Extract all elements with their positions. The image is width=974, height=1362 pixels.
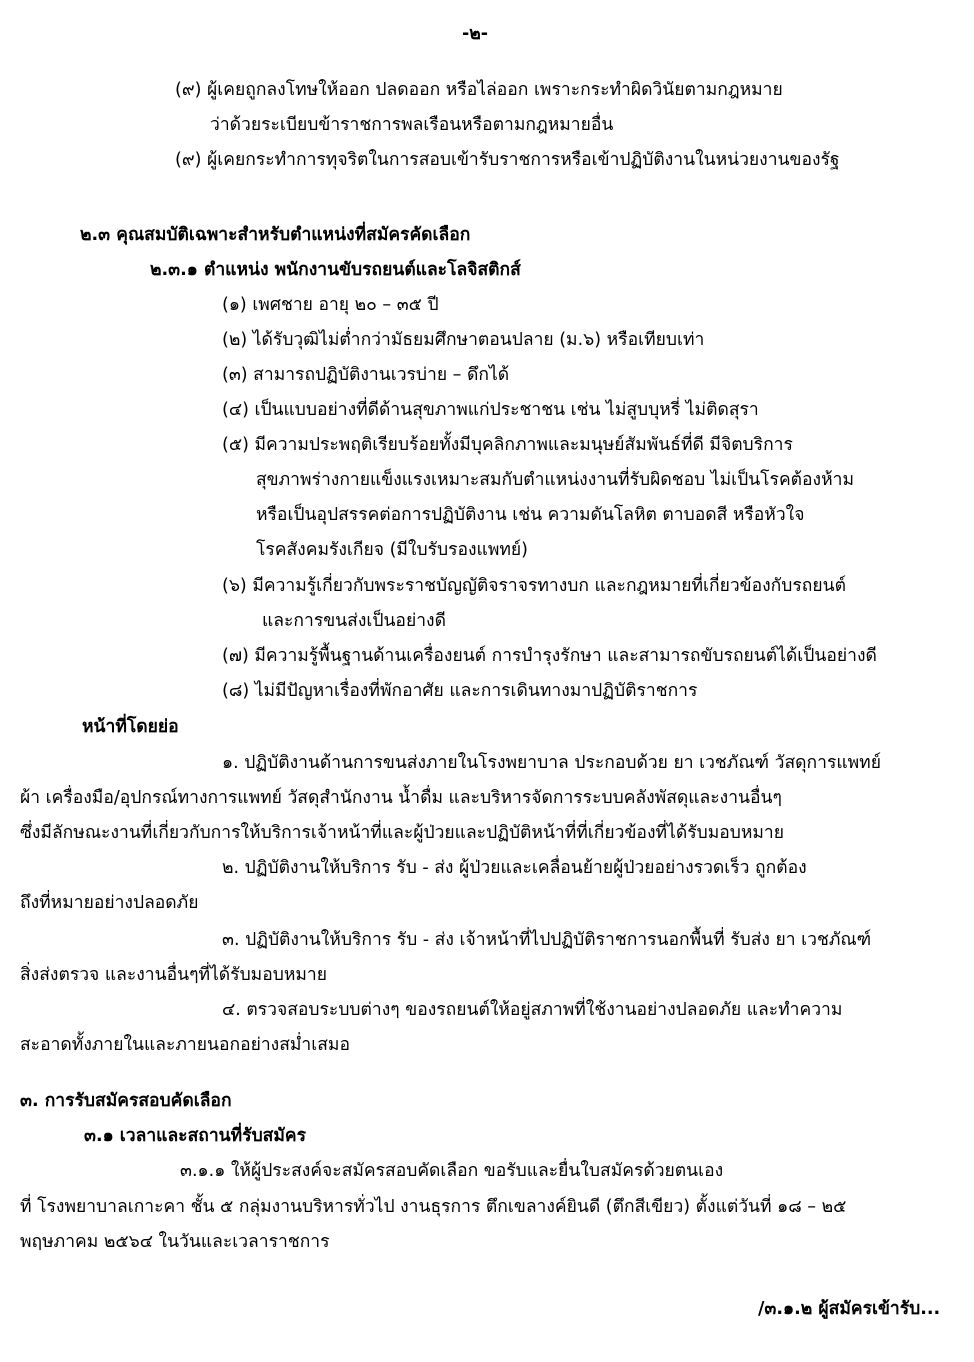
duty-item: ๔. ตรวจสอบระบบต่างๆ ของรถยนต์ให้อยู่สภาพที่ใช้งานอย่างปลอดภัย และทำความ	[222, 1000, 843, 1020]
qualification-item: (๔) เป็นแบบอย่างที่ดีด้านสุขภาพแก่ประชาชน เช่น ไม่สูบบุหรี่ ไม่ติดสุรา	[222, 400, 759, 420]
section-subheading: ๓.๑ เวลาและสถานที่รับสมัคร	[84, 1126, 307, 1146]
qualification-item: (๒) ได้รับวุฒิไม่ต่ำกว่ามัธยมศึกษาตอนปลาย (ม.๖) หรือเทียบเท่า	[222, 330, 705, 350]
paragraph-line: ที่ โรงพยาบาลเกาะคา ชั้น ๕ กลุ่มงานบริหารทั่วไป งานธุรการ ตึกเขลางค์ยินดี (ตึกสีเขียว) ตั้งแต่วันที่ ๑๘ – ๒๕	[20, 1197, 847, 1217]
prohibition-line: ว่าด้วยระเบียบข้าราชการพลเรือนหรือตามกฎหมายอื่น	[210, 115, 614, 135]
qualification-item-cont: และการขนส่งเป็นอย่างดี	[262, 611, 446, 631]
qualification-item: (๕) มีความประพฤติเรียบร้อยทั้งมีบุคลิกภาพและมนุษย์สัมพันธ์ที่ดี มีจิตบริการ	[222, 435, 793, 455]
section-heading: ๒.๓ คุณสมบัติเฉพาะสำหรับตำแหน่งที่สมัครคัดเลือก	[80, 225, 471, 245]
qualification-item-cont: โรคสังคมรังเกียจ (มีใบรับรองแพทย์)	[256, 540, 528, 560]
duty-item-cont: สะอาดทั้งภายในและภายนอกอย่างสม่ำเสมอ	[20, 1035, 350, 1055]
duty-item-cont: ถึงที่หมายอย่างปลอดภัย	[20, 893, 199, 913]
qualification-item: (๓) สามารถปฏิบัติงานเวรบ่าย – ดึกได้	[222, 365, 510, 385]
duty-item: ๒. ปฏิบัติงานให้บริการ รับ - ส่ง ผู้ป่วยและเคลื่อนย้ายผู้ป่วยอย่างรวดเร็ว ถูกต้อง	[222, 858, 807, 878]
duty-item-cont: สิ่งส่งตรวจ และงานอื่นๆที่ได้รับมอบหมาย	[20, 965, 327, 985]
duty-item: ๓. ปฏิบัติงานให้บริการ รับ - ส่ง เจ้าหน้าที่ไปปฏิบัติราชการนอกพื้นที่ รับส่ง ยา เวชภัณฑ์	[222, 930, 872, 950]
duties-heading: หน้าที่โดยย่อ	[82, 717, 179, 737]
qualification-item-cont: สุขภาพร่างกายแข็งแรงเหมาะสมกับตำแหน่งงานที่รับผิดชอบ ไม่เป็นโรคต้องห้าม	[256, 470, 854, 490]
section-subheading: ๒.๓.๑ ตำแหน่ง พนักงานขับรถยนต์และโลจิสติกส์	[150, 260, 521, 280]
paragraph-line: พฤษภาคม ๒๕๖๔ ในวันและเวลาราชการ	[20, 1232, 330, 1252]
duty-item: ๑. ปฏิบัติงานด้านการขนส่งภายในโรงพยาบาล ประกอบด้วย ยา เวชภัณฑ์ วัสดุการแพทย์	[222, 753, 881, 773]
section-heading: ๓. การรับสมัครสอบคัดเลือก	[20, 1091, 232, 1111]
prohibition-line: (๙) ผู้เคยถูกลงโทษให้ออก ปลดออก หรือไล่ออก เพราะกระทำผิดวินัยตามกฎหมาย	[175, 80, 783, 100]
duty-item-cont: ซึ่งมีลักษณะงานที่เกี่ยวกับการให้บริการเจ้าหน้าที่และผู้ป่วยและปฏิบัติหน้าที่ที่เกี่ยวข้องที่ได้รับมอบหมาย	[20, 823, 785, 843]
paragraph-line: ๓.๑.๑ ให้ผู้ประสงค์จะสมัครสอบคัดเลือก ขอรับและยื่นใบสมัครด้วยตนเอง	[180, 1161, 724, 1181]
qualification-item: (๑) เพศชาย อายุ ๒๐ – ๓๕ ปี	[222, 295, 439, 315]
duty-item-cont: ผ้า เครื่องมือ/อุปกรณ์ทางการแพทย์ วัสดุสำนักงาน น้ำดื่ม และบริหารจัดการระบบคลังพัสดุและงานอื่นๆ	[20, 788, 782, 808]
prohibition-line: (๙) ผู้เคยกระทำการทุจริตในการสอบเข้ารับราชการหรือเข้าปฏิบัติงานในหน่วยงานของรัฐ	[175, 150, 840, 170]
qualification-item-cont: หรือเป็นอุปสรรคต่อการปฏิบัติงาน เช่น ความดันโลหิต ตาบอดสี หรือหัวใจ	[256, 505, 805, 525]
qualification-item: (๘) ไม่มีปัญหาเรื่องที่พักอาศัย และการเดินทางมาปฏิบัติราชการ	[222, 681, 698, 701]
page-number: -๒-	[462, 24, 489, 44]
qualification-item: (๖) มีความรู้เกี่ยวกับพระราชบัญญัติจราจรทางบก และกฎหมายที่เกี่ยวข้องกับรถยนต์	[222, 576, 846, 596]
qualification-item: (๗) มีความรู้พื้นฐานด้านเครื่องยนต์ การบำรุงรักษา และสามารถขับรถยนต์ได้เป็นอย่างดี	[222, 646, 877, 666]
continuation-note: /๓.๑.๒ ผู้สมัครเข้ารับ...	[758, 1299, 941, 1319]
